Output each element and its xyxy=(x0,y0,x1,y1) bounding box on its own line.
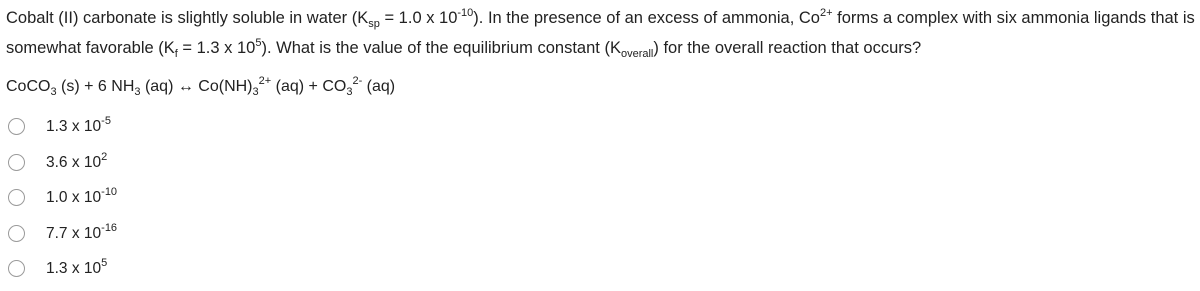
question-text-part: Cobalt (II) carbonate is slightly soluble in water (K xyxy=(6,9,369,27)
equation-subscript: 3 xyxy=(346,86,353,98)
option-exponent: 2 xyxy=(101,150,108,163)
option-exponent: -5 xyxy=(101,115,111,127)
question-text xyxy=(6,3,1196,63)
option-mantissa: 1.3 x 10 xyxy=(46,118,102,135)
option-exponent: -10 xyxy=(101,186,118,198)
equation-part: (aq) xyxy=(362,78,396,95)
equation-subscript: 3 xyxy=(134,86,141,98)
radio-button[interactable] xyxy=(8,225,25,242)
answer-option-label xyxy=(46,258,107,280)
equation-subscript: 3 xyxy=(50,86,57,98)
answer-option-label xyxy=(46,187,117,209)
answer-option-label xyxy=(46,152,107,174)
answer-option[interactable] xyxy=(0,110,400,146)
answer-option[interactable] xyxy=(0,217,400,253)
kf-subscript: f xyxy=(174,48,178,60)
radio-button[interactable] xyxy=(8,260,25,277)
equation-part: (s) + 6 NH xyxy=(56,78,135,95)
ksp-exponent: -10 xyxy=(457,7,474,19)
answer-option[interactable] xyxy=(0,146,400,182)
question-text-part: ). In the presence of an excess of ammonia, Co xyxy=(473,9,820,27)
option-exponent: -16 xyxy=(101,221,118,234)
reaction-equation xyxy=(6,74,395,100)
equation-subscript: 3 xyxy=(252,86,259,98)
radio-button[interactable] xyxy=(8,118,25,135)
answer-option-label xyxy=(46,223,117,245)
equation-part: CoCO xyxy=(6,78,51,95)
radio-button[interactable] xyxy=(8,189,25,206)
equation-part: (aq) + CO xyxy=(271,78,347,95)
option-mantissa: 1.0 x 10 xyxy=(46,189,102,206)
question-text-part: = 1.3 x 10 xyxy=(177,39,256,57)
radio-button[interactable] xyxy=(8,154,25,171)
option-mantissa: 7.7 x 10 xyxy=(46,224,102,242)
question-text-part: ) for the overall reaction that occurs? xyxy=(653,39,922,57)
equation-charge: 2+ xyxy=(258,75,272,87)
option-mantissa: 3.6 x 10 xyxy=(46,153,102,171)
ksp-subscript: sp xyxy=(368,18,380,30)
answer-options xyxy=(0,110,400,288)
equation-part: (aq) ↔ Co(NH) xyxy=(140,78,253,95)
kf-exponent: 5 xyxy=(255,37,262,49)
question-text-part: ). What is the value of the equilibrium constant (K xyxy=(261,39,621,57)
equation-charge: 2- xyxy=(352,75,363,87)
answer-option-label xyxy=(46,116,111,138)
question-text-part: forms a complex with six ammonia ligands that is somewhat favorable (K xyxy=(6,9,1195,57)
answer-option[interactable] xyxy=(0,181,400,217)
koverall-subscript: overall xyxy=(620,48,654,60)
option-mantissa: 1.3 x 10 xyxy=(46,260,102,277)
answer-option[interactable] xyxy=(0,252,400,288)
option-exponent: 5 xyxy=(101,257,108,269)
question-text-part: = 1.0 x 10 xyxy=(379,9,458,27)
cobalt-charge: 2+ xyxy=(819,7,833,19)
